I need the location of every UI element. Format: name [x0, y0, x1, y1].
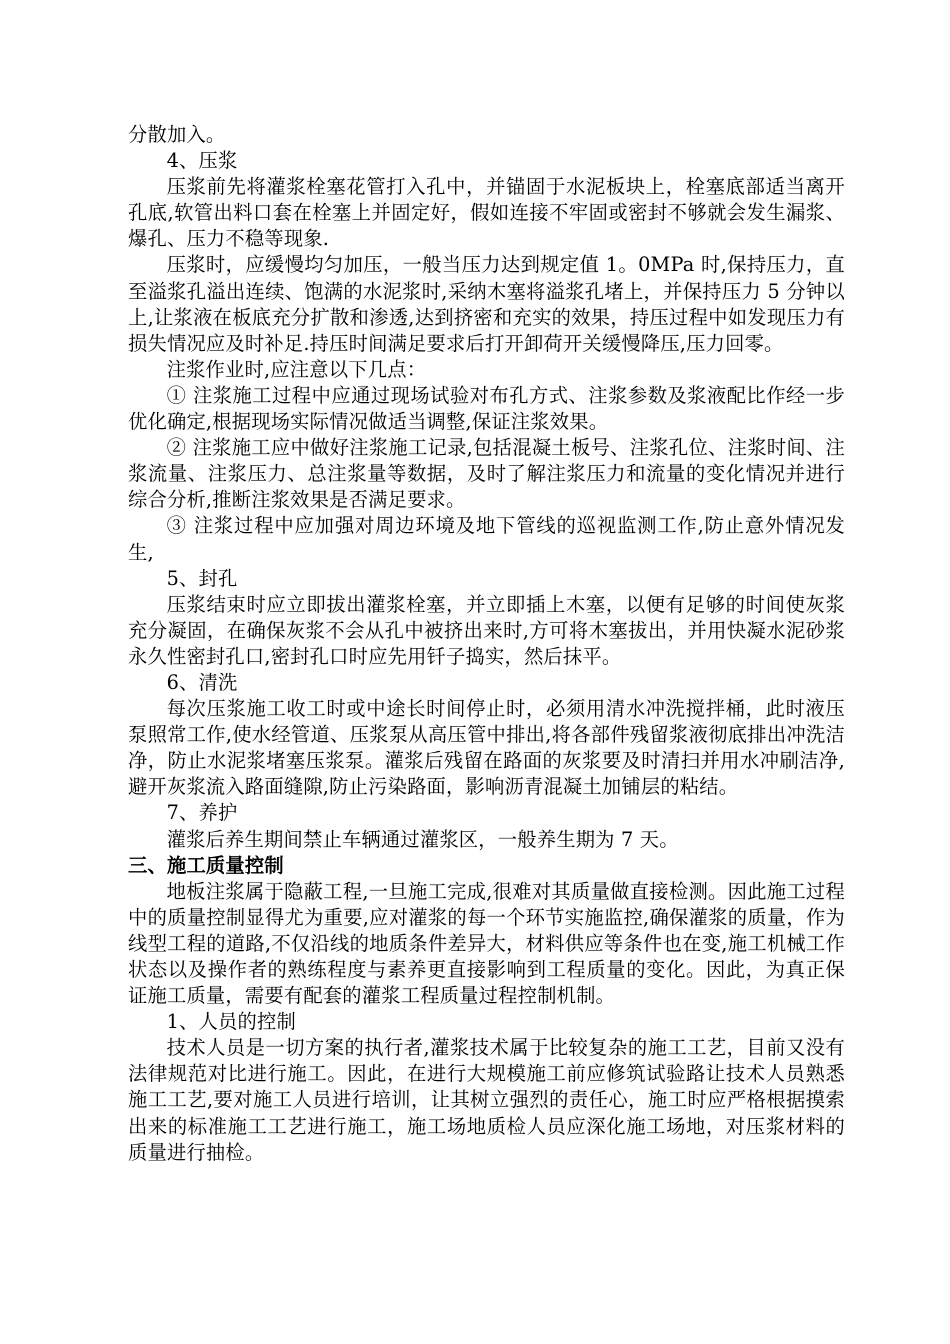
list-item: ③ 注浆过程中应加强对周边环境及地下管线的巡视监测工作,防止意外情况发生, [128, 514, 845, 564]
document-page [128, 122, 845, 1166]
paragraph: 分散加入。 [128, 123, 226, 146]
section-heading-cleaning: 6、清洗 [166, 670, 238, 694]
section-heading-sealing: 5、封孔 [166, 566, 238, 590]
paragraph: 压浆结束时应立即拔出灌浆栓塞，并立即插上木塞，以便有足够的时间使灰浆充分凝固，在确保灰浆不会从孔中被挤出来时,方可将木塞拔出，并用快凝水泥砂浆永久性密封孔口,密封孔口时应先用钎子捣实，然后抹平。 [128, 592, 845, 668]
paragraph: 技术人员是一切方案的执行者,灌浆技术属于比较复杂的施工工艺，目前又没有法律规范对比进行施工。因此，在进行大规模施工前应修筑试验路让技术人员熟悉施工工艺,要对施工人员进行培训，让其树立强烈的责任心，施工时应严格根据摸索出来的标准施工工艺进行施工，施工场地质检人员应深化施工场地，对压浆材料的质量进行抽检。 [128, 1036, 845, 1164]
section-heading-grouting: 4、压浆 [166, 149, 238, 173]
chapter-heading-quality-control: 三、施工质量控制 [128, 853, 284, 877]
list-item: ① 注浆施工过程中应通过现场试验对布孔方式、注浆参数及浆液配比作经一步优化确定,根据现场实际情况做适当调整,保证注浆效果。 [128, 383, 845, 434]
section-heading-curing: 7、养护 [166, 801, 238, 825]
paragraph: 注浆作业时,应注意以下几点： [166, 357, 427, 381]
paragraph: 灌浆后养生期间禁止车辆通过灌浆区，一般养生期为 7 天。 [166, 827, 679, 851]
paragraph: 地板注浆属于隐蔽工程,一旦施工完成,很难对其质量做直接检测。因此施工过程中的质量控制显得尤为重要,应对灌浆的每一个环节实施监控,确保灌浆的质量，作为线型工程的道路,不仅沿线的地质条件差异大，材料供应等条件也在变,施工机械工作状态以及操作者的熟练程度与素养更直接影响到工程质量的变化。因此，为真正保证施工质量，需要有配套的灌浆工程质量过程控制机制。 [128, 879, 845, 1008]
list-item: ② 注浆施工应中做好注浆施工记录,包括混凝土板号、注浆孔位、注浆时间、注浆流量、注浆压力、总注浆量等数据，及时了解注浆压力和流量的变化情况并进行综合分析,推断注浆效果是否满足要求。 [128, 436, 845, 512]
section-heading-personnel: 1、人员的控制 [166, 1010, 296, 1034]
paragraph: 压浆时，应缓慢均匀加压，一般当压力达到规定值 1。0MPa 时,保持压力，直至溢浆孔溢出连续、饱满的水泥浆时,采纳木塞将溢浆孔堵上，并保持压力 5 分钟以上,让浆液在板底充分扩散和渗透,达到挤密和充实的效果，持压过程中如发现压力有损失情况应及时补足.持压时间满足要求后打开卸荷开关缓慢降压,压力回零。 [128, 253, 845, 355]
paragraph: 每次压浆施工收工时或中途长时间停止时，必须用清水冲洗搅拌桶，此时液压泵照常工作,使水经管道、压浆泵从高压管中排出,将各部件残留浆液彻底排出冲洗洁净，防止水泥浆堵塞压浆泵。灌浆后残留在路面的灰浆要及时清扫并用水冲刷洁净,避开灰浆流入路面缝隙,防止污染路面，影响沥青混凝土加铺层的粘结。 [128, 697, 845, 799]
paragraph: 压浆前先将灌浆栓塞花管打入孔中，并锚固于水泥板块上，栓塞底部适当离开孔底,软管出料口套在栓塞上并固定好，假如连接不牢固或密封不够就会发生漏浆、爆孔、压力不稳等现象. [128, 175, 845, 251]
